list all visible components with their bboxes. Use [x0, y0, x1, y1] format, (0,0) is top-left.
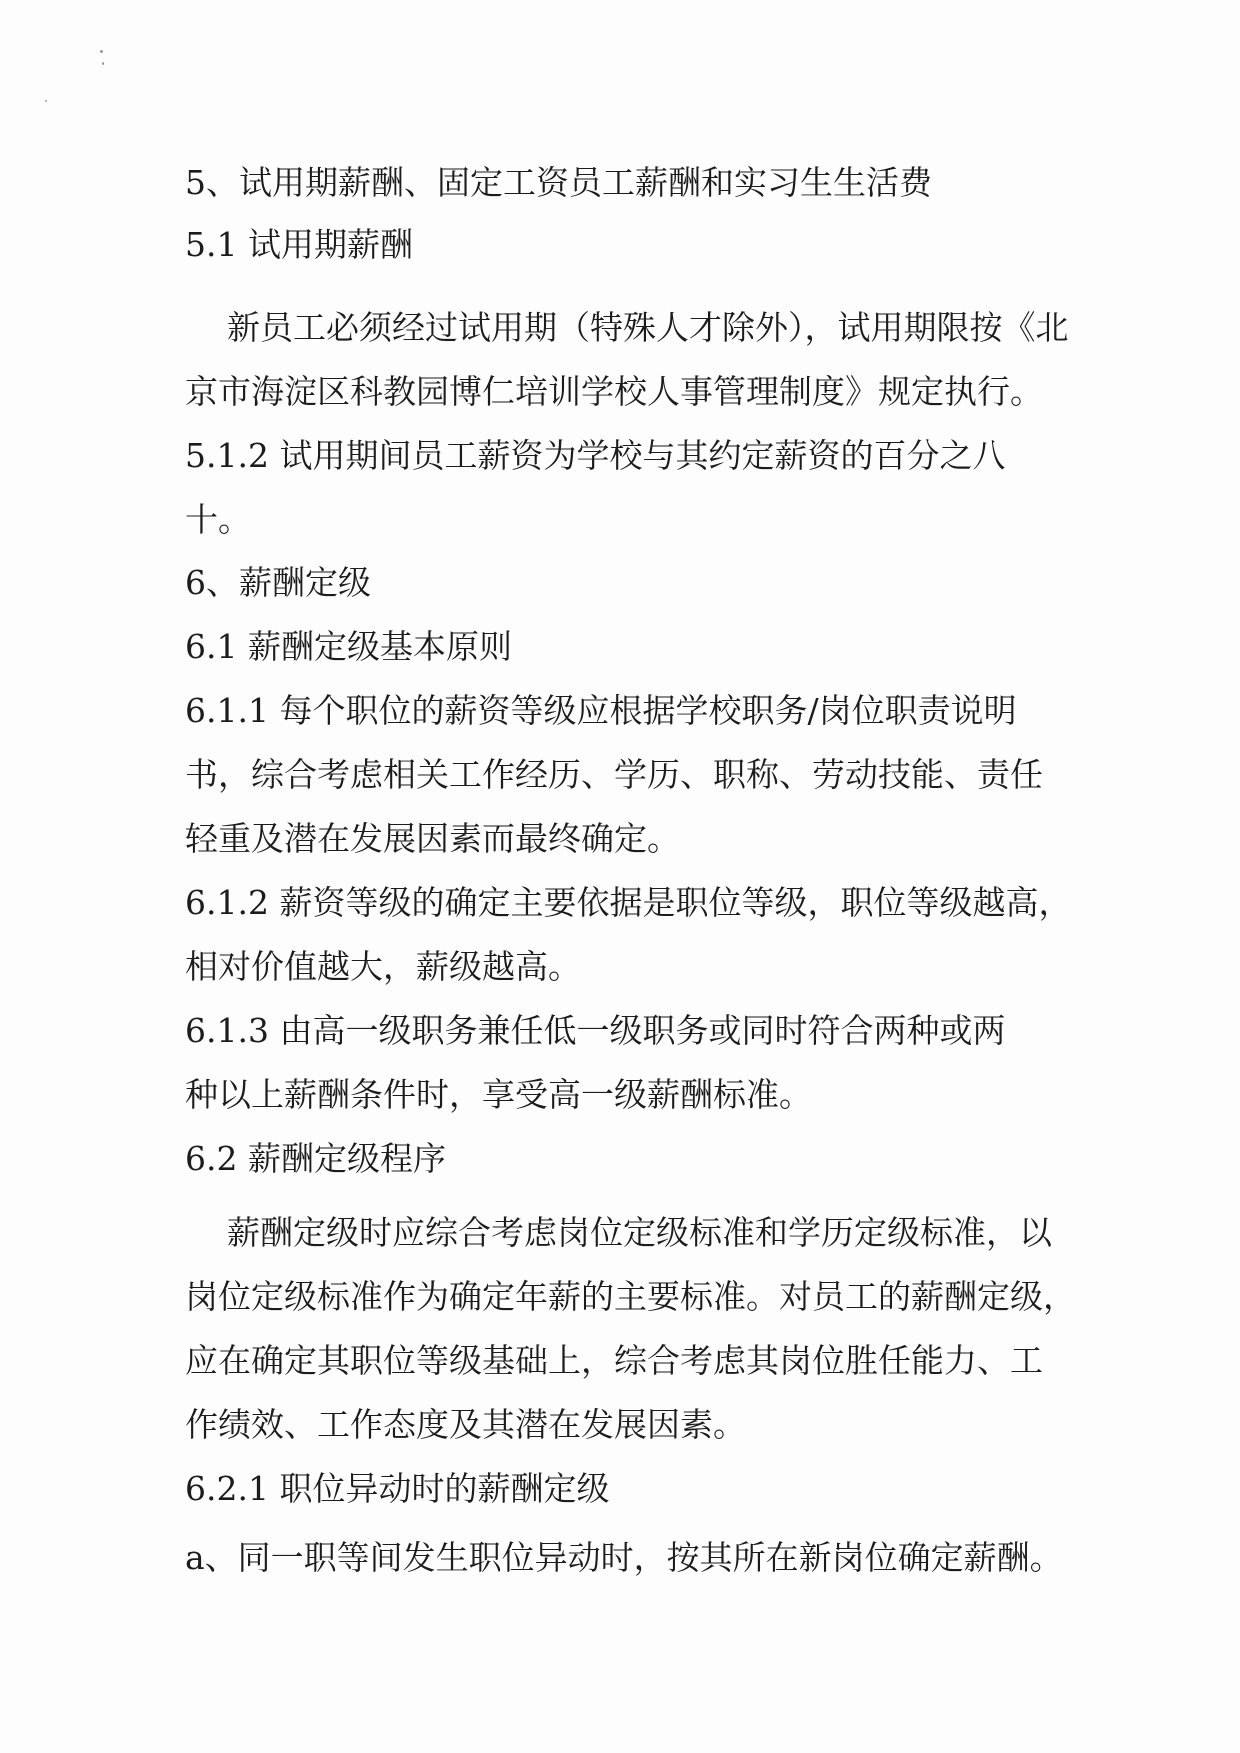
heading-section-6: 6、薪酬定级: [185, 563, 371, 602]
heading-6-1: 6.1 薪酬定级基本原则: [185, 627, 512, 666]
item-a: a、同一职等间发生职位异动时，按其所在新岗位确定薪酬。: [185, 1538, 1063, 1577]
paragraph-5-1-line-2: 京市海淀区科教园博仁培训学校人事管理制度》规定执行。: [185, 372, 1043, 411]
clause-6-1-3-line-1: 6.1.3 由高一级职务兼任低一级职务或同时符合两种或两: [185, 1011, 1006, 1050]
paragraph-6-2-line-2: 岗位定级标准作为确定年薪的主要标准。对员工的薪酬定级，: [185, 1277, 1076, 1316]
clause-6-1-1-line-3: 轻重及潜在发展因素而最终确定。: [185, 819, 680, 858]
heading-6-2-1: 6.2.1 职位异动时的薪酬定级: [185, 1469, 610, 1508]
heading-section-5: 5、试用期薪酬、固定工资员工薪酬和实习生生活费: [185, 163, 932, 202]
scan-speck: [100, 50, 103, 53]
heading-5-1: 5.1 试用期薪酬: [185, 225, 413, 264]
paragraph-6-2-line-4: 作绩效、工作态度及其潜在发展因素。: [185, 1405, 746, 1444]
clause-6-1-1-line-1: 6.1.1 每个职位的薪资等级应根据学校职务/岗位职责说明: [185, 691, 1017, 730]
clause-6-1-2-line-1: 6.1.2 薪资等级的确定主要依据是职位等级，职位等级越高，: [185, 883, 1072, 922]
clause-6-1-1-line-2: 书，综合考虑相关工作经历、学历、职称、劳动技能、责任: [185, 755, 1043, 794]
paragraph-6-2-line-1: 薪酬定级时应综合考虑岗位定级标准和学历定级标准，以: [227, 1213, 1052, 1252]
scan-speck: [102, 62, 104, 65]
clause-5-1-2-line-1: 5.1.2 试用期间员工薪资为学校与其约定薪资的百分之八: [185, 436, 1006, 475]
clause-6-1-3-line-2: 种以上薪酬条件时，享受高一级薪酬标准。: [185, 1075, 812, 1114]
clause-6-1-2-line-2: 相对价值越大，薪级越高。: [185, 947, 581, 986]
heading-6-2: 6.2 薪酬定级程序: [185, 1139, 446, 1178]
clause-5-1-2-line-2: 十。: [185, 500, 251, 539]
paragraph-6-2-line-3: 应在确定其职位等级基础上，综合考虑其岗位胜任能力、工: [185, 1341, 1043, 1380]
paragraph-5-1-line-1: 新员工必须经过试用期（特殊人才除外），试用期限按《北: [227, 308, 1069, 347]
scan-speck: [45, 100, 47, 102]
